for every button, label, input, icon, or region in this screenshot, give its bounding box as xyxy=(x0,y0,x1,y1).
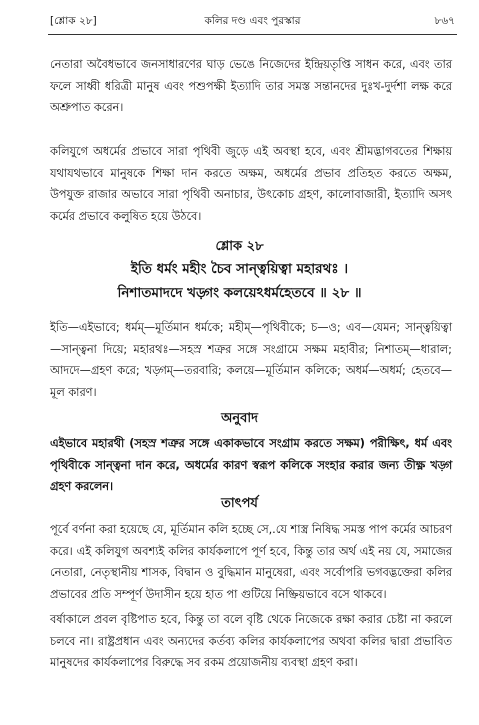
running-title: কলির দণ্ড এবং পুরস্কার xyxy=(204,15,301,27)
translation-paragraph: এইভাবে মহারথী (সহস্র শত্রুর সঙ্গে একাকভাবে সংগ্রাম করতে সক্ষম) পরীক্ষিৎ, ধর্ম এবং পৃথিবীকে সান্ত্বনা দান করে, অধর্মের কারণ স্বরূপ কলিকে সংহার করার জন্য তীক্ষ্ণ খড়্গ গ্রহণ করলেন। xyxy=(50,437,452,494)
purport-paragraph-1: পূর্বে বর্ণনা করা হয়েছে যে, মূর্তিমান কলি হচ্ছে সে,.যে শাস্ত্র নিষিদ্ধ সমস্ত পাপ কর্মের আচরণ করে। এই কলিযুগ অবশ্যই কলির কার্যকলাপে পূর্ণ হবে, কিন্তু তার অর্থ এই নয় যে, সমাজের নেতারা, নেতৃস্থানীয় শাসক, বিদ্বান ও বুদ্ধিমান মানুষেরা, এবং সর্বোপরি ভগবদ্ভক্তেরা কলির প্রভাবের প্রতি সম্পূর্ণ উদাসীন হয়ে হাত পা গুটিয়ে নিষ্ক্রিয়ভাবে বসে থাকবে। xyxy=(50,523,452,601)
purport-title: তাৎপর্য xyxy=(221,496,258,511)
intro-paragraph-2: কলিযুগে অধর্মের প্রভাবে সারা পৃথিবী জুড়ে এই অবস্থা হবে, এবং শ্রীমদ্ভাগবতের শিক্ষায় যথাযথভাবে মানুষকে শিক্ষা দান করতে অক্ষম, অধর্মের প্রভাব প্রতিহত করতে অক্ষম, উপযুক্ত রাজার অভাবে সারা পৃথিবী অনাচার, উৎকোচ গ্রহণ, কালোবাজারী, ইত্যাদি অসৎ কর্মের প্রভাবে কলুষিত হয়ে উঠবে। xyxy=(50,145,452,223)
verse-line-1: ইতি ধর্মং মহীং চৈব সান্ত্বয়িত্বা মহারথঃ । xyxy=(130,261,349,277)
translation-title: অনুবাদ xyxy=(221,411,258,426)
purport-paragraph-2: বর্ষাকালে প্রবল বৃষ্টিপাত হবে, কিন্তু তা বলে বৃষ্টি থেকে নিজেকে রক্ষা করার চেষ্টা না করলে চলবে না। রাষ্ট্রপ্রধান এবং অন্যদের কর্তব্য কলির কার্যকলাপের অথবা কলির দ্বারা প্রভাবিত মানুষদের কার্যকলাপের বিরুদ্ধে সব রকম প্রয়োজনীয় ব্যবস্থা গ্রহণ করা। xyxy=(50,613,452,670)
verse-heading: শ্লোক ২৮ xyxy=(215,239,264,254)
intro-paragraph-1: নেতারা অবৈধভাবে জনসাধারণের ঘাড় ভেঙে নিজেদের ইন্দ্রিয়তৃপ্তি সাধন করে, এবং তার ফলে সাধ্বী ধরিত্রী মানুষ এবং পশুপক্ষী ইত্যাদি তার সমস্ত সন্তানদের দুঃখ-দুর্দশা লক্ষ করে অশ্রুপাত করেন। xyxy=(50,58,452,115)
page-number: ৮৬৭ xyxy=(434,15,455,27)
page-header xyxy=(50,14,455,32)
verse-reference: [শ্লোক ২৮] xyxy=(50,15,97,27)
verse-line-2: নিশাতমাদদে খড়্গং কলয়েঽধর্মহেতবে ॥ ২৮ ॥ xyxy=(117,285,362,301)
header-rule xyxy=(48,34,457,35)
synonyms-paragraph: ইতি—এইভাবে; ধর্মম্—মূর্তিমান ধর্মকে; মহীম্—পৃথিবীকে; চ—ও; এব—যেমন; সান্ত্বয়িত্বা—সান্ত্বনা দিয়ে; মহারথঃ—সহস্র শত্রুর সঙ্গে সংগ্রামে সক্ষম মহাবীর; নিশাতম্—ধারাল; আদদে—গ্রহণ করে; খড়্গম্—তরবারি; কলয়ে—মূর্তিমান কলিকে; অধর্ম—অধর্ম; হেতবে—মূল কারণ। xyxy=(50,321,452,399)
